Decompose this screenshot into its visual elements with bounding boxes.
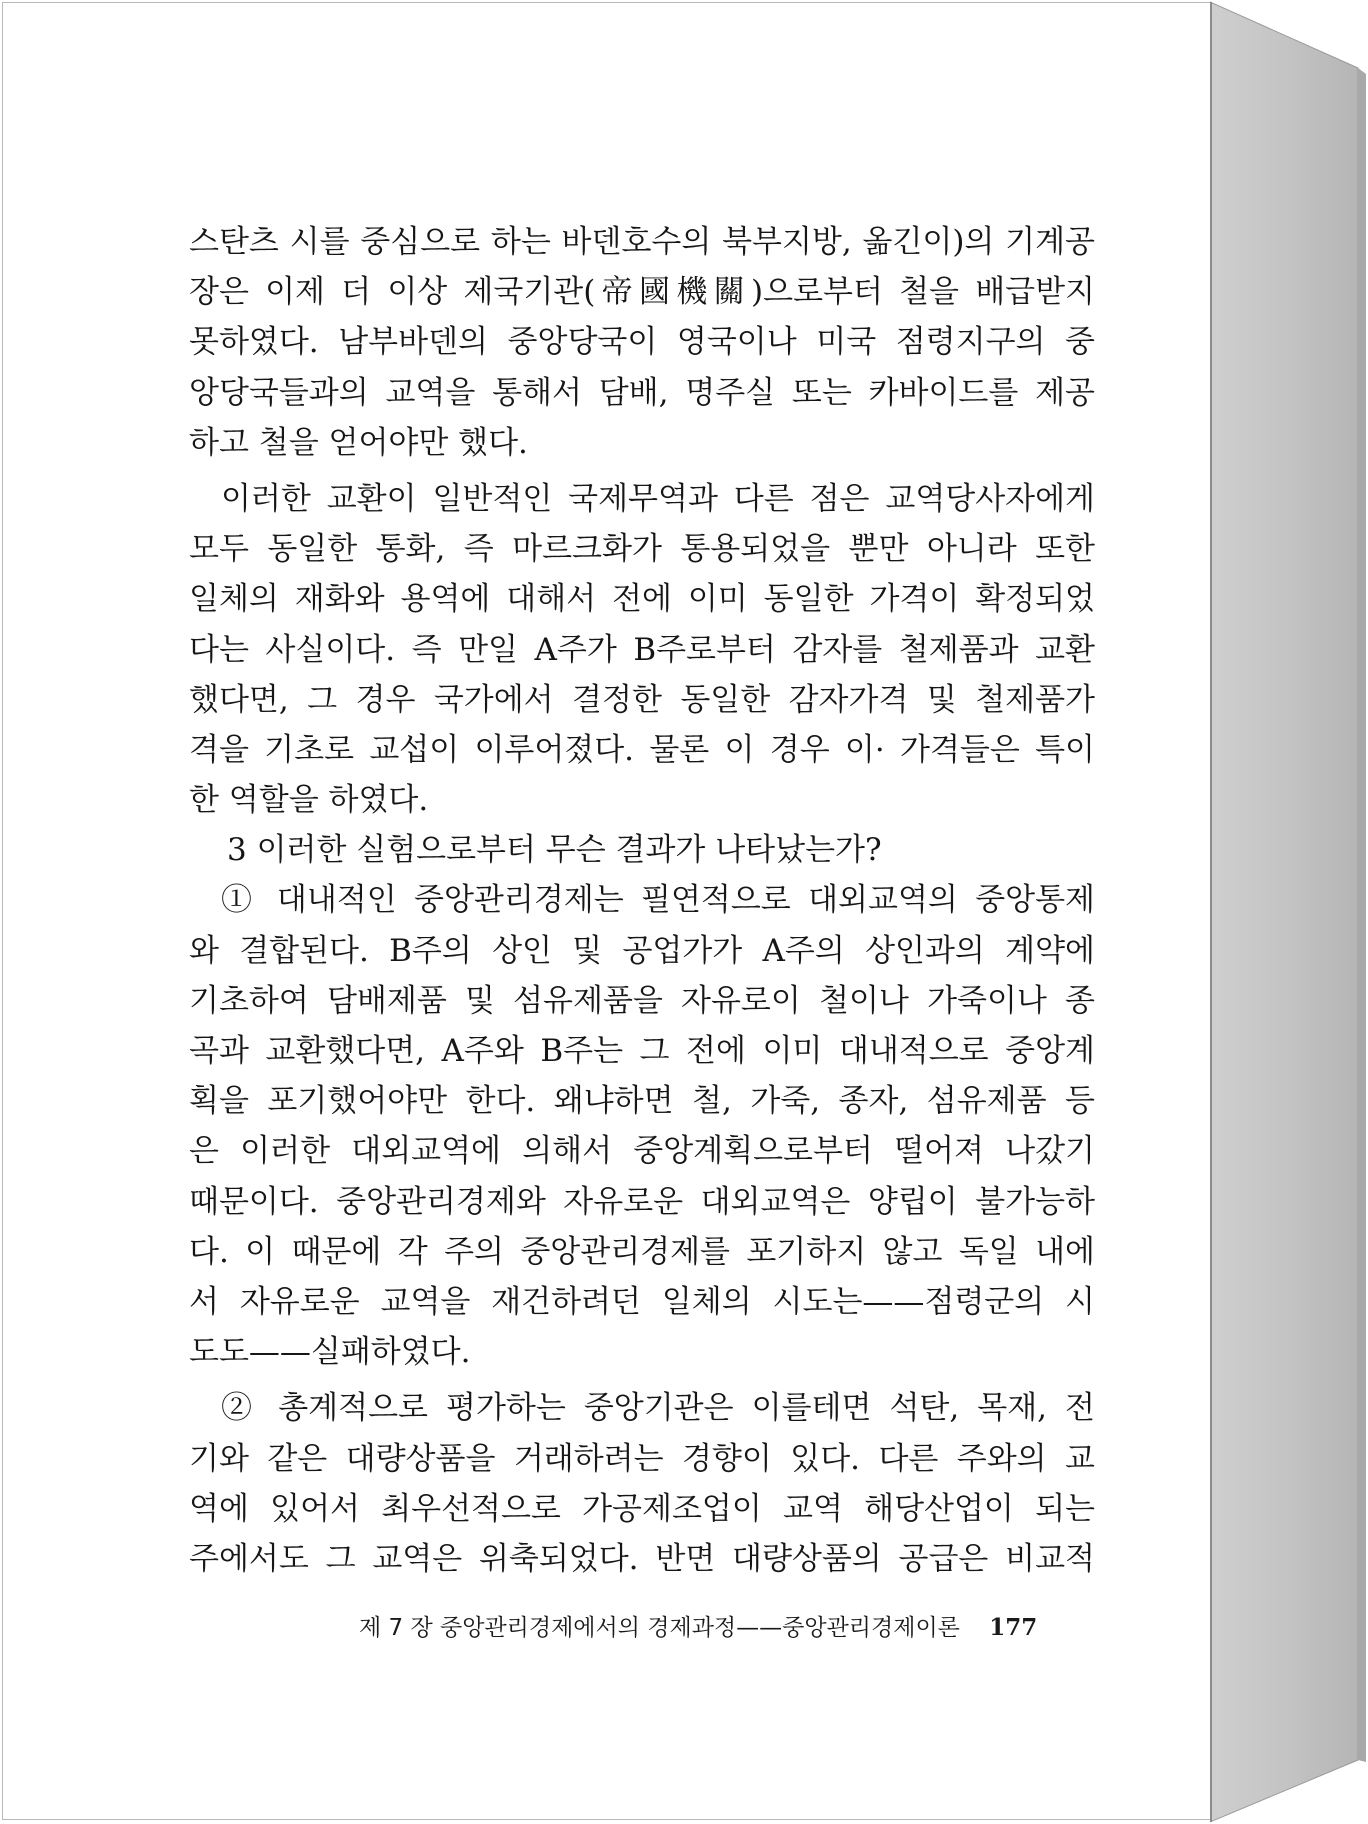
text-line: 한 역할을 하였다. [189, 782, 429, 819]
book-page [2, 2, 1212, 1820]
text-line: 하고 철을 얻어야만 했다. [189, 424, 528, 461]
text-line: 주에서도 그 교역은 위축되었다. 반면 대량상품의 공급은 비교적 [189, 1540, 1095, 1577]
text-line: 격을 기초로 교섭이 이루어졌다. 물론 이 경우 이· 가격들은 특이 [189, 731, 1095, 768]
text-line: 곡과 교환했다면, A주와 B주는 그 전에 이미 대내적으로 중앙계 [189, 1033, 1095, 1069]
text-line: 획을 포기했어야만 한다. 왜냐하면 철, 가죽, 종자, 섬유제품 등 [189, 1083, 1095, 1120]
text-line: 역에 있어서 최우선적으로 가공제조업이 교역 해당산업이 되는 [189, 1490, 1095, 1527]
text-line: 도도——실패하였다. [189, 1334, 471, 1371]
text-line: 때문이다. 중앙관리경제와 자유로운 대외교역은 양립이 불가능하 [189, 1183, 1095, 1220]
text-line: 서 자유로운 교역을 재건하려던 일체의 시도는——점령군의 시 [189, 1283, 1095, 1320]
text-line: ② 총계적으로 평가하는 중앙기관은 이를테면 석탄, 목재, 전 [221, 1390, 1095, 1427]
text-line: 못하였다. 남부바덴의 중앙당국이 영국이나 미국 점령지구의 중 [189, 324, 1095, 361]
page-number: 177 [989, 1614, 1038, 1641]
text-line: 스탄츠 시를 중심으로 하는 바덴호수의 북부지방, 옮긴이)의 기계공 [189, 224, 1095, 260]
text-line: 일체의 재화와 용역에 대해서 전에 이미 동일한 가격이 확정되었 [189, 581, 1095, 618]
body-text [189, 217, 1095, 1584]
text-line: 장은 이제 더 이상 제국기관(帝國機關)으로부터 철을 배급받지 [189, 274, 1095, 311]
section-heading: 3 이러한 실험으로부터 무슨 결과가 나타났는가? [227, 832, 882, 869]
text-line: ① 대내적인 중앙관리경제는 필연적으로 대외교역의 중앙통제 [221, 882, 1095, 919]
text-line: 이러한 교환이 일반적인 국제무역과 다른 점은 교역당사자에게 [221, 480, 1095, 517]
text-line: 은 이러한 대외교역에 의해서 중앙계획으로부터 떨어져 나갔기 [189, 1133, 1095, 1170]
text-line: 기와 같은 대량상품을 거래하려는 경향이 있다. 다른 주와의 교 [189, 1440, 1095, 1477]
page-footer [359, 1609, 1071, 1642]
book-spine [1210, 0, 1368, 1824]
text-line: 와 결합된다. B주의 상인 및 공업가가 A주의 상인과의 계약에 [189, 932, 1095, 969]
running-head: 제 7 장 중앙관리경제에서의 경제과정——중앙관리경제이론 [359, 1615, 960, 1641]
text-line: 다. 이 때문에 각 주의 중앙관리경제를 포기하지 않고 독일 내에 [189, 1233, 1095, 1270]
text-line: 모두 동일한 통화, 즉 마르크화가 통용되었을 뿐만 아니라 또한 [189, 531, 1095, 568]
text-line: 기초하여 담배제품 및 섬유제품을 자유로이 철이나 가죽이나 종 [189, 982, 1095, 1019]
text-line: 다는 사실이다. 즉 만일 A주가 B주로부터 감자를 철제품과 교환 [189, 631, 1095, 668]
text-line: 했다면, 그 경우 국가에서 결정한 동일한 감자가격 및 철제품가 [189, 681, 1095, 718]
text-line: 앙당국들과의 교역을 통해서 담배, 명주실 또는 카바이드를 제공 [189, 374, 1095, 411]
